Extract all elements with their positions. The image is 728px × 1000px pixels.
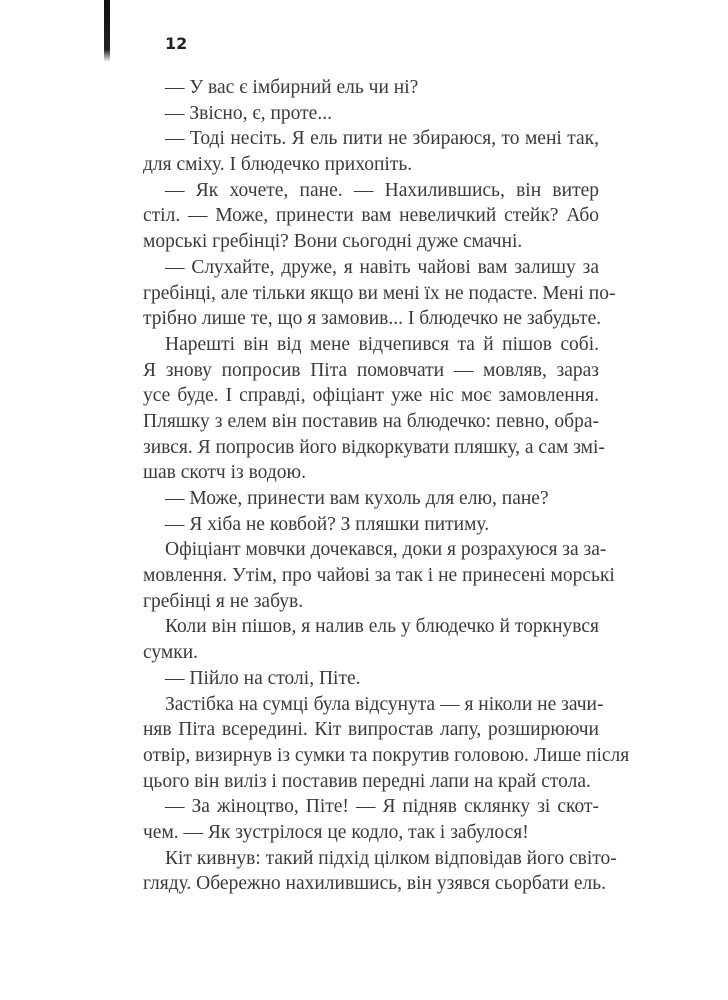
text-line: чем. — Як зустрілося це кодло, так і забулося! [143,821,529,843]
text-line: гребінці, але тільки якщо ви мені їх не подасте. Мені по- [143,282,616,304]
paragraph [143,794,599,845]
paragraph [143,692,630,795]
text-line: Офіціант мовчки дочекався, доки я розрахуюся за за- [165,539,607,561]
page-edge-bookmark [104,0,110,62]
text-line: мовлення. Утім, про чайові за так і не принесені морські [143,565,615,587]
text-line: няв Піта всередині. Кіт випростав лапу, розширюючи [143,719,599,741]
paragraph [143,178,599,255]
page-body-text [143,75,630,897]
paragraph [143,101,599,127]
paragraph [143,255,616,332]
text-line: шав скотч із водою. [143,462,306,484]
text-line: — За жіноцтво, Піте! — Я підняв склянку зі скот- [165,796,599,818]
text-line: цього він виліз і поставив передні лапи на край стола. [143,770,591,792]
text-line: Застібка на сумці була відсунута — я ніколи не зачи- [165,693,604,715]
text-line: — Може, принести вам кухоль для елю, пане? [165,488,549,509]
text-line: Я знову попросив Піта помовчати — мовляв, зараз [143,359,599,381]
text-line: стіл. — Може, принести вам невеличкий стейк? Або [143,205,599,227]
paragraph [143,537,615,614]
text-line: трібно лише те, що я замовив... І блюдечко не забудьте. [143,308,602,330]
text-line: — Як хочете, пане. — Нахилившись, він витер [165,179,599,201]
text-line: — Я хіба не ковбой? З пляшки питиму. [165,513,490,535]
text-line: Пляшку з елем він поставив на блюдечко: певно, обра- [143,410,599,432]
paragraph [143,666,599,692]
text-line: отвір, визирнув із сумки та покрутив головою. Лише після [143,744,630,766]
paragraph [143,332,605,486]
paragraph [143,486,599,512]
text-line: гляду. Обережно нахилившись, він узявся сьорбати ель. [143,873,606,895]
text-line: Нарешті він від мене відчепився та й пішов собі. [165,333,599,355]
paragraph [143,512,599,538]
paragraph [143,126,599,177]
page-number: 12 [165,34,188,53]
paragraph [143,75,599,101]
text-line: усе буде. І справді, офіціант уже ніс моє замовлення. [143,385,599,407]
text-line: зився. Я попросив його відкоркувати пляшку, а сам змі- [143,436,605,458]
text-line: Коли він пішов, я налив ель у блюдечко й торкнувся [165,616,599,638]
text-line: сумки. [143,642,199,664]
paragraph [143,846,617,897]
text-line: — Тоді несіть. Я ель пити не збираюся, то мені так, [165,128,599,150]
text-line: гребінці я не забув. [143,590,304,612]
text-line: Кіт кивнув: такий підхід цілком відповідав його світо- [165,847,617,869]
paragraph [143,614,599,665]
text-line: — Слухайте, друже, я навіть чайові вам залишу за [165,256,599,278]
text-line: — Пійло на столі, Піте. [165,667,361,689]
text-line: — У вас є імбирний ель чи ні? [165,77,419,98]
text-line: — Звісно, є, проте... [165,102,332,124]
text-line: для сміху. І блюдечко прихопіть. [143,154,413,176]
text-line: морські гребінці? Вони сьогодні дуже смачні. [143,231,523,253]
